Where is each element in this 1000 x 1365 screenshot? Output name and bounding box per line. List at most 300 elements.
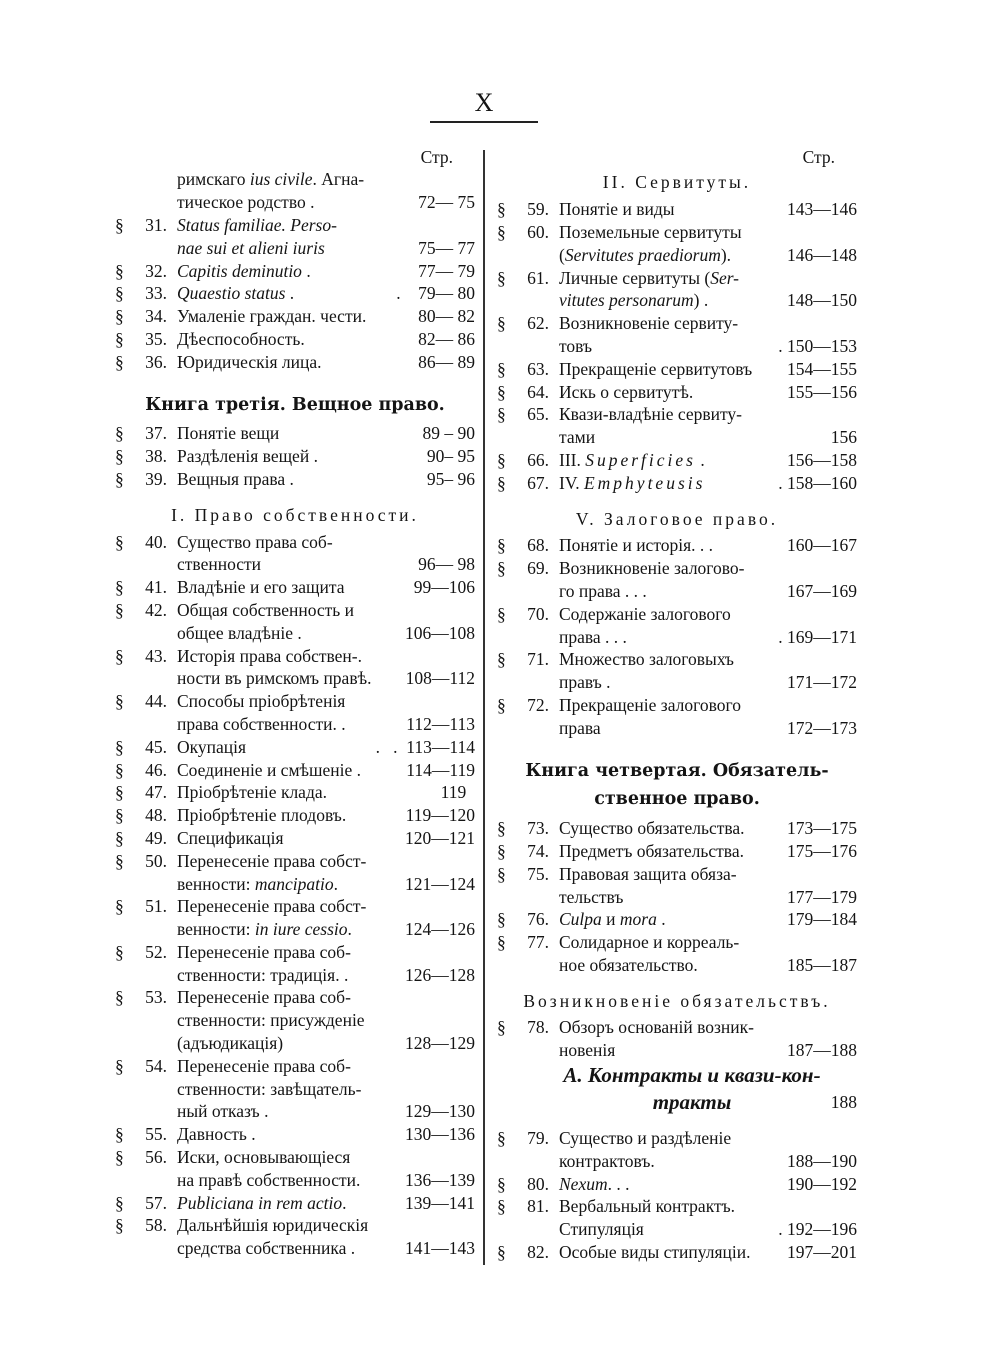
title-segment: Особые виды стипуляціи.	[559, 1242, 751, 1263]
entry-title	[497, 508, 857, 531]
title-segment: римскаго	[177, 169, 250, 190]
section-heading	[497, 508, 857, 531]
toc-entry-line	[115, 759, 475, 782]
section-number: 65.	[527, 404, 549, 425]
page-range: 80— 82	[418, 306, 475, 327]
toc-entry-line	[497, 1218, 857, 1241]
section-sign: §	[497, 199, 506, 220]
entry-title	[559, 1127, 731, 1150]
entry-title	[559, 312, 738, 335]
toc-entry-line	[115, 305, 475, 328]
entry-title	[177, 622, 302, 645]
title-segment: Перенесеніе права соб-	[177, 941, 351, 962]
title-segment: Возникновеніе обязательствъ.	[523, 990, 831, 1011]
toc-entry-line	[497, 221, 857, 244]
section-number: 80.	[527, 1173, 549, 1194]
page-range: 155—156	[787, 381, 857, 402]
entry-title	[559, 472, 705, 495]
section-sign: §	[497, 358, 506, 379]
section-number: 46.	[145, 759, 167, 780]
entry-title	[559, 221, 742, 244]
section-number: 33.	[145, 283, 167, 304]
page-range: 143—146	[787, 199, 857, 220]
title-segment: Существо права соб-	[177, 531, 333, 552]
toc-entry-line	[497, 244, 857, 267]
title-segment: Перенесеніе права собст-	[177, 850, 367, 871]
section-sign: §	[497, 694, 506, 715]
title-segment: mora	[619, 909, 657, 930]
section-number: 56.	[145, 1147, 167, 1168]
section-number: 82.	[527, 1242, 549, 1263]
entry-title	[177, 282, 294, 305]
section-sign: §	[115, 1147, 124, 1168]
section-sign: §	[115, 283, 124, 304]
section-number: 81.	[527, 1196, 549, 1217]
title-segment: Общая собственность и	[177, 599, 355, 620]
title-segment: Юридическія лица.	[177, 351, 322, 372]
entry-title	[559, 954, 698, 977]
entry-title	[177, 873, 338, 896]
page-range: 114—119	[406, 759, 475, 780]
entry-title	[559, 648, 734, 671]
section-sign: §	[115, 599, 124, 620]
entry-title	[177, 645, 362, 668]
entry-title	[177, 468, 294, 491]
section-sign: §	[115, 736, 124, 757]
toc-entry-line	[115, 237, 475, 260]
title-segment: тракты	[652, 1090, 732, 1115]
entry-title	[559, 1218, 644, 1241]
entry-title	[177, 736, 246, 759]
section-sign: §	[497, 558, 506, 579]
toc-entry-line	[497, 1127, 857, 1150]
title-segment: Nexum	[559, 1173, 608, 1194]
subsection-heading	[497, 1089, 857, 1116]
title-segment: ный отказъ .	[177, 1101, 269, 1122]
section-sign: §	[497, 535, 506, 556]
section-sign: §	[497, 863, 506, 884]
title-segment: II. Сервитуты.	[602, 172, 752, 193]
toc-entry-line	[497, 267, 857, 290]
page-range: 173—175	[787, 818, 857, 839]
page-range: . 169—171	[778, 626, 857, 647]
toc-entry-line	[115, 827, 475, 850]
title-segment: А. Контракты и квази-кон-	[563, 1063, 821, 1088]
entry-title	[177, 895, 366, 918]
title-segment: Стипуляція	[559, 1219, 644, 1240]
section-number: 40.	[145, 531, 167, 552]
entry-title	[177, 759, 361, 782]
entry-title	[559, 580, 647, 603]
section-sign: §	[115, 1192, 124, 1213]
entry-title	[177, 214, 337, 237]
title-segment: ности въ римскомъ правѣ.	[177, 668, 372, 689]
page-range: Стр.	[420, 146, 453, 167]
page-range: 160—167	[787, 535, 857, 556]
title-segment: Пріобрѣтеніе плодовъ.	[177, 805, 347, 826]
title-segment: и	[601, 909, 620, 930]
section-number: 78.	[527, 1017, 549, 1038]
toc-entry-line	[115, 1055, 475, 1078]
section-sign: §	[115, 896, 124, 917]
column-divider	[483, 150, 485, 1265]
section-sign: §	[497, 932, 506, 953]
section-number: 31.	[145, 214, 167, 235]
toc-entry-line	[497, 580, 857, 603]
section-sign: §	[497, 472, 506, 493]
toc-entry-line	[497, 931, 857, 954]
toc-entry-line	[497, 694, 857, 717]
toc-entry-line	[115, 445, 475, 468]
toc-entry-line	[497, 908, 857, 931]
title-segment: правъ .	[559, 672, 611, 693]
section-number: 60.	[527, 221, 549, 242]
entry-title	[177, 781, 327, 804]
entry-title	[177, 1237, 355, 1260]
toc-entry-line	[115, 168, 475, 191]
page-range: 106—108	[405, 622, 475, 643]
toc-entry-line	[497, 840, 857, 863]
entry-title	[177, 191, 314, 214]
entry-title	[177, 850, 366, 873]
toc-entry-line	[115, 850, 475, 873]
page-range: 89 – 90	[422, 423, 475, 444]
title-segment: .	[656, 909, 666, 930]
section-number: 64.	[527, 381, 549, 402]
title-segment: Соединеніе и смѣшеніе .	[177, 759, 362, 780]
page-range: 167—169	[787, 580, 857, 601]
toc-entry-line	[115, 964, 475, 987]
title-segment: mancipatio	[254, 873, 334, 894]
entry-title	[177, 422, 279, 445]
toc-entry-line	[115, 1169, 475, 1192]
page-range: . . 113—114	[375, 736, 475, 757]
section-number: 59.	[527, 199, 549, 220]
title-segment: .	[342, 1192, 347, 1213]
entry-title	[177, 260, 311, 283]
title-segment: тельствъ	[559, 886, 624, 907]
section-number: 45.	[145, 736, 167, 757]
title-segment: Обзоръ основаній возник-	[559, 1017, 754, 1038]
title-segment: Книга третія. Вещное право.	[145, 394, 445, 415]
entry-title	[177, 305, 366, 328]
page-number: X	[474, 88, 494, 117]
section-heading	[115, 504, 475, 527]
title-segment: тическое родство .	[177, 192, 315, 213]
section-number: 70.	[527, 603, 549, 624]
page-range: 156—158	[787, 449, 857, 470]
entry-title	[497, 171, 857, 194]
title-segment: Содержаніе залогового	[559, 603, 731, 624]
section-number: 42.	[145, 599, 167, 620]
section-number: 79.	[527, 1128, 549, 1149]
entry-title	[559, 1195, 735, 1218]
toc-entry-line	[115, 781, 475, 804]
toc-entry-line	[497, 954, 857, 977]
page-range: 77— 79	[418, 260, 475, 281]
page-range: . 158—160	[778, 472, 857, 493]
entry-title	[559, 1173, 629, 1196]
toc-entry-line	[497, 717, 857, 740]
title-segment: Вещныя права .	[177, 468, 294, 489]
entry-title	[559, 557, 745, 580]
section-number: 71.	[527, 649, 549, 670]
entry-title	[177, 237, 325, 260]
entry-title	[177, 168, 364, 191]
section-number: 43.	[145, 645, 167, 666]
section-number: 52.	[145, 941, 167, 962]
entry-title	[559, 1039, 615, 1062]
page-range: Стр.	[802, 146, 835, 167]
section-number: 39.	[145, 468, 167, 489]
toc-entry-line	[115, 214, 475, 237]
section-number: 57.	[145, 1192, 167, 1213]
page-range: 136—139	[405, 1169, 475, 1190]
toc-entry-line	[497, 381, 857, 404]
title-segment: Искь о сервитутѣ.	[559, 381, 694, 402]
toc-entry-line	[115, 351, 475, 374]
section-sign: §	[497, 221, 506, 242]
title-segment: Перенесеніе права собст-	[177, 896, 367, 917]
title-segment: общее владѣніе .	[177, 622, 302, 643]
toc-entry-line	[115, 622, 475, 645]
section-number: 41.	[145, 577, 167, 598]
section-sign: §	[497, 840, 506, 861]
page-range: . 150—153	[778, 335, 857, 356]
entry-title	[559, 1241, 751, 1264]
title-segment: Перенесеніе права соб-	[177, 987, 351, 1008]
page-range: 119	[440, 782, 475, 803]
title-segment: ственности: традиція. .	[177, 964, 349, 985]
page-range: 124—126	[405, 919, 475, 940]
title-segment: III.	[559, 449, 586, 470]
entry-title	[177, 328, 305, 351]
section-sign: §	[497, 909, 506, 930]
title-segment: in iure cessio	[254, 919, 348, 940]
toc-entry-line	[497, 1150, 857, 1173]
entry-title	[559, 671, 611, 694]
entry-title	[559, 198, 675, 221]
entry-title	[115, 504, 475, 527]
entry-title	[559, 358, 752, 381]
entry-title	[177, 1214, 368, 1237]
entry-title	[177, 1032, 283, 1055]
section-number: 32.	[145, 260, 167, 281]
entry-title	[177, 445, 318, 468]
toc-entry-line	[115, 1009, 475, 1032]
title-segment: Предметъ обязательства.	[559, 840, 744, 861]
section-sign: §	[497, 603, 506, 624]
entry-title	[177, 986, 351, 1009]
title-segment: Ser-	[710, 267, 740, 288]
section-number: 53.	[145, 987, 167, 1008]
entry-title	[177, 1100, 268, 1123]
title-segment: .	[696, 449, 705, 470]
title-segment: Дѣеспособность.	[177, 328, 305, 349]
title-segment: ственности	[177, 554, 262, 575]
page-range: 197—201	[787, 1242, 857, 1263]
page-range: 139—141	[405, 1192, 475, 1213]
section-sign: §	[497, 404, 506, 425]
title-segment: венности:	[177, 873, 255, 894]
section-sign: §	[115, 531, 124, 552]
page-range: 72— 75	[418, 192, 475, 213]
section-number: 76.	[527, 909, 549, 930]
title-segment: на правѣ собственности.	[177, 1169, 361, 1190]
page-range: 128—129	[405, 1033, 475, 1054]
toc-entry-line	[497, 648, 857, 671]
page-range: 75— 77	[418, 237, 475, 258]
title-segment: контрактовъ.	[559, 1150, 655, 1171]
entry-title	[177, 941, 351, 964]
title-segment: Правовая защита обяза-	[559, 863, 737, 884]
title-segment: Понятіе и исторія. . .	[559, 535, 714, 556]
toc-entry-line	[497, 312, 857, 335]
toc-entry-line	[497, 863, 857, 886]
page-range: 129—130	[405, 1101, 475, 1122]
book-heading	[497, 760, 857, 783]
toc-entry-line	[115, 468, 475, 491]
toc-entry-line	[115, 1146, 475, 1169]
title-segment: Publiciana in rem actio	[177, 1192, 343, 1213]
toc-entry-line	[115, 713, 475, 736]
page-range: 188	[830, 1092, 857, 1113]
title-segment: Возникновеніе залогово-	[559, 558, 745, 579]
entry-title	[177, 531, 333, 554]
section-number: 50.	[145, 850, 167, 871]
title-segment: Понятіе и виды	[559, 199, 675, 220]
toc-entry-line	[115, 645, 475, 668]
entry-title	[559, 267, 739, 290]
entry-title	[177, 964, 348, 987]
entry-title	[559, 289, 708, 312]
entry-title	[177, 599, 354, 622]
page-range: 175—176	[787, 840, 857, 861]
entry-title	[559, 694, 741, 717]
section-sign: §	[497, 1196, 506, 1217]
entry-title	[177, 827, 284, 850]
entry-title	[559, 381, 693, 404]
title-segment: Существо обязательства.	[559, 818, 745, 839]
page-range: 172—173	[787, 717, 857, 738]
section-sign: §	[115, 468, 124, 489]
section-sign: §	[497, 1128, 506, 1149]
entry-title	[177, 918, 352, 941]
title-segment: Понятіе вещи	[177, 423, 280, 444]
section-sign: §	[497, 649, 506, 670]
entry-title	[177, 690, 345, 713]
toc-entry-line	[115, 873, 475, 896]
section-number: 74.	[527, 840, 549, 861]
toc-entry-line	[115, 576, 475, 599]
section-sign: §	[115, 214, 124, 235]
section-sign: §	[497, 313, 506, 334]
toc-entry-line	[497, 472, 857, 495]
title-segment: Умаленіе граждан. чести.	[177, 306, 367, 327]
title-segment: .	[285, 283, 295, 304]
section-sign: §	[115, 691, 124, 712]
section-number: 44.	[145, 691, 167, 712]
section-number: 49.	[145, 827, 167, 848]
entry-title	[177, 351, 322, 374]
title-segment: .	[333, 873, 338, 894]
entry-title	[559, 840, 744, 863]
title-segment: Дальнѣйшія юридическія	[177, 1215, 369, 1236]
toc-entry-line	[497, 1241, 857, 1264]
title-segment: ственности: присужденіе	[177, 1010, 365, 1031]
title-segment: Исторія права собствен-.	[177, 645, 362, 666]
toc-entry-line	[115, 1032, 475, 1055]
toc-entry-line	[115, 282, 475, 305]
toc-entry-line	[115, 918, 475, 941]
page-range: 96— 98	[418, 554, 475, 575]
page-range: 130—136	[405, 1124, 475, 1145]
title-segment: Раздѣленія вещей .	[177, 446, 318, 467]
section-sign: §	[497, 818, 506, 839]
section-number: 61.	[527, 267, 549, 288]
entry-title	[559, 403, 742, 426]
title-segment: Давность .	[177, 1124, 256, 1145]
section-sign: §	[115, 987, 124, 1008]
section-sign: §	[115, 306, 124, 327]
section-sign: §	[497, 1017, 506, 1038]
toc-entry-line	[497, 335, 857, 358]
title-segment: (адъюдикація)	[177, 1033, 284, 1054]
section-number: 66.	[527, 449, 549, 470]
entry-title	[559, 603, 731, 626]
entry-title	[559, 863, 737, 886]
entry-title	[177, 1169, 360, 1192]
book-heading	[115, 394, 475, 417]
entry-title	[177, 1192, 346, 1215]
title-segment: Emphyteusis	[583, 472, 706, 493]
title-segment: V. Залоговое право.	[575, 508, 779, 529]
section-number: 75.	[527, 863, 549, 884]
section-sign: §	[115, 645, 124, 666]
section-heading	[497, 990, 857, 1013]
title-segment: Солидарное и корреаль-	[559, 932, 740, 953]
toc-entry-line	[115, 328, 475, 351]
page-range: 171—172	[787, 672, 857, 693]
page-range: 121—124	[405, 873, 475, 894]
title-segment: nae sui et alieni iuris	[177, 237, 325, 258]
page-range: 112—113	[406, 713, 475, 734]
title-segment: го права . . .	[559, 580, 647, 601]
section-sign: §	[115, 759, 124, 780]
section-sign: §	[115, 782, 124, 803]
page-range: . 192—196	[778, 1219, 857, 1240]
title-segment: Окупація	[177, 736, 247, 757]
section-number: 63.	[527, 358, 549, 379]
entry-title	[559, 426, 595, 449]
page-range: 120—121	[405, 827, 475, 848]
section-number: 68.	[527, 535, 549, 556]
entry-title	[177, 1123, 256, 1146]
title-segment: Способы пріобрѣтенія	[177, 691, 346, 712]
title-segment: ственное право.	[594, 789, 760, 810]
section-sign: §	[115, 850, 124, 871]
entry-title	[559, 817, 745, 840]
section-sign: §	[115, 941, 124, 962]
page-range: 141—143	[405, 1238, 475, 1259]
title-segment: . . .	[607, 1173, 630, 1194]
title-segment: Прекращеніе залогового	[559, 694, 741, 715]
page-range: 188—190	[787, 1150, 857, 1171]
entry-title	[559, 1016, 754, 1039]
section-number: 38.	[145, 446, 167, 467]
page-range: 148—150	[787, 290, 857, 311]
book-heading	[497, 788, 857, 811]
